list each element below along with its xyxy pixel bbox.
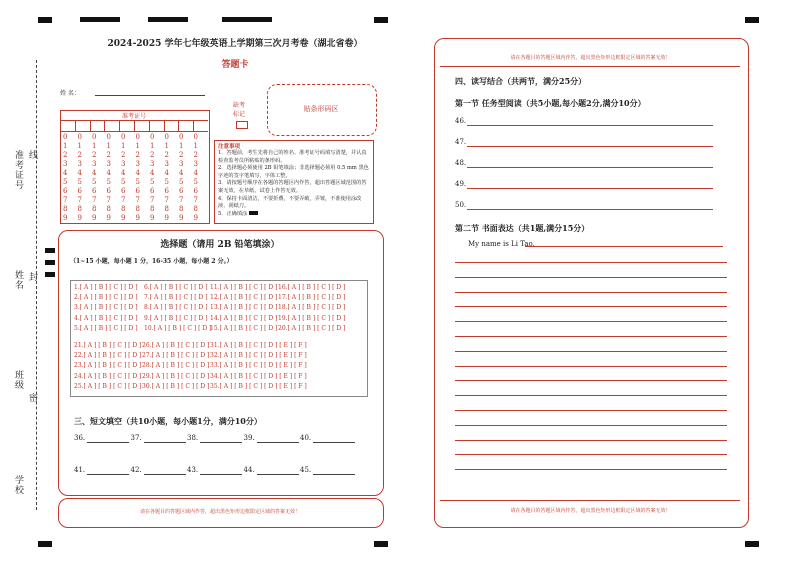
digit-bubble[interactable]: 2 [92,151,97,159]
choice-question-row[interactable]: 3.[ A ] [ B ] [ C ] [ D ] [74,304,138,312]
digit-bubble[interactable]: 9 [150,214,155,222]
timing-mark [148,17,188,22]
writing-line[interactable] [455,380,727,381]
digit-bubble[interactable]: 7 [193,196,198,204]
reading-answer-number: 47. [455,138,467,146]
digit-bubble[interactable]: 3 [92,160,97,168]
zhunkao-digit-column [136,133,140,223]
right-footer-text: 请在各题目的答题区域内作答，超出黑色矩形边框限定区域的答案无效！ [510,508,671,514]
reading-answer-number: 49. [455,180,467,188]
writing-line[interactable] [455,440,727,441]
digit-bubble[interactable]: 4 [150,169,155,177]
timing-mark [45,260,55,265]
writing-line[interactable] [455,395,727,396]
fill-blank-number: 44. [243,466,255,474]
digit-bubble[interactable]: 2 [193,151,198,159]
fill-blank-number: 39. [243,434,255,442]
choice-question-row[interactable]: 23.[ A ] [ B ] [ C ] [ D ] [74,362,142,370]
digit-bubble[interactable]: 2 [150,151,155,159]
digit-bubble[interactable]: 7 [63,196,68,204]
digit-bubble[interactable]: 3 [179,160,184,168]
notes-item: 1．答题前，考生先将自己的姓名、准考证号码填写清楚，并认真检查监考员所粘贴的条形码。 [218,150,367,164]
digit-bubble[interactable]: 1 [106,142,111,150]
reading-answer-number: 48. [455,159,467,167]
digit-bubble[interactable]: 5 [179,178,184,186]
digit-bubble[interactable]: 0 [106,133,111,141]
choice-question-row[interactable]: 7.[ A ] [ B ] [ C ] [ D ] [144,294,208,302]
zhunkao-col-divider [75,120,76,131]
digit-bubble[interactable]: 8 [193,205,198,213]
choice-title: 选择题（请用 2B 铅笔填涂） [160,240,280,250]
reading-answer-line[interactable] [467,125,713,126]
choice-question-row[interactable]: 4.[ A ] [ B ] [ C ] [ D ] [74,314,138,322]
choice-question-row[interactable]: 26.[ A ] [ B ] [ C ] [ D ] [142,342,210,349]
digit-bubble[interactable]: 3 [193,160,198,168]
fill-blank-number: 40. [300,434,312,442]
digit-bubble[interactable]: 0 [164,133,169,141]
digit-bubble[interactable]: 9 [106,214,111,222]
timing-mark [222,17,272,22]
choice-question-row[interactable]: 18.[ A ] [ B ] [ C ] [ D ] [278,304,346,312]
digit-bubble[interactable]: 1 [121,142,126,150]
zhunkao-label: 准考证号 [121,113,146,120]
digit-bubble[interactable]: 9 [92,214,97,222]
zhunkao-digit-column [92,133,96,223]
fill-blank-line[interactable] [200,442,242,443]
binding-line [36,60,37,510]
digit-bubble[interactable]: 7 [150,196,155,204]
digit-bubble[interactable]: 1 [164,142,169,150]
digit-bubble[interactable]: 4 [77,169,82,177]
filled-sample-mark [249,211,258,215]
digit-bubble[interactable]: 9 [164,214,169,222]
choice-question-row[interactable]: 28.[ A ] [ B ] [ C ] [ D ] [142,362,210,370]
choice-question-row[interactable]: 19.[ A ] [ B ] [ C ] [ D ] [278,314,346,322]
reading-answer-line[interactable] [467,188,713,189]
digit-bubble[interactable]: 3 [150,160,155,168]
digit-bubble[interactable]: 0 [121,133,126,141]
digit-bubble[interactable]: 6 [150,187,155,195]
fill-blank-line[interactable] [257,442,299,443]
fill-blank-line[interactable] [87,474,129,475]
digit-bubble[interactable]: 3 [106,160,111,168]
digit-bubble[interactable]: 0 [63,133,68,141]
zhunkao-col-divider [119,120,120,131]
digit-bubble[interactable]: 2 [135,151,140,159]
page-title: 2024-2025 学年七年级英语上学期第三次月考卷（湖北省卷） [107,39,363,49]
digit-bubble[interactable]: 3 [135,160,140,168]
header-divider [440,66,740,67]
digit-bubble[interactable]: 0 [150,133,155,141]
digit-bubble[interactable]: 8 [179,205,184,213]
fill-blank-line[interactable] [87,442,129,443]
choice-question-row[interactable]: 27.[ A ] [ B ] [ C ] [ D ] [142,352,210,360]
fill-blank-line[interactable] [144,474,186,475]
fill-blank-line[interactable] [144,442,186,443]
digit-bubble[interactable]: 9 [135,214,140,222]
fill-blank-line[interactable] [200,474,242,475]
section3-title: 三、短文填空（共10小题，每小题1分，满分10分） [74,416,262,426]
digit-bubble[interactable]: 2 [121,151,126,159]
zhunkao-digit-column [78,133,82,223]
writing-line[interactable] [455,351,727,352]
digit-bubble[interactable]: 1 [179,142,184,150]
zhunkao-divider [60,131,208,132]
digit-bubble[interactable]: 2 [106,151,111,159]
zhunkao-col-divider [90,120,91,131]
digit-bubble[interactable]: 3 [164,160,169,168]
writing-line[interactable] [455,262,727,263]
digit-bubble[interactable]: 9 [63,214,68,222]
zhunkao-col-divider [178,120,179,131]
timing-mark [745,17,759,23]
digit-bubble[interactable]: 8 [135,205,140,213]
digit-bubble[interactable]: 4 [92,169,97,177]
timing-mark [745,541,759,547]
digit-bubble[interactable]: 3 [63,160,68,168]
choice-question-row[interactable]: 10.[ A ] [ B ] [ C ] [ D ] [144,324,212,332]
timing-mark [45,272,55,277]
digit-bubble[interactable]: 4 [135,169,140,177]
zhunkao-col-divider [134,120,135,131]
digit-bubble[interactable]: 5 [150,178,155,186]
side-label-name: 姓名 [13,270,23,290]
choice-question-row[interactable]: 17.[ A ] [ B ] [ C ] [ D ] [278,294,346,302]
zhunkao-digit-column [107,133,111,223]
fill-blank-line[interactable] [257,474,299,475]
digit-bubble[interactable]: 4 [193,169,198,177]
digit-bubble[interactable]: 7 [135,196,140,204]
zhunkao-digit-column [63,133,67,223]
fill-blank-line[interactable] [313,442,355,443]
digit-bubble[interactable]: 6 [135,187,140,195]
zhunkao-digit-column [194,133,198,223]
choice-question-row[interactable]: 20.[ A ] [ B ] [ C ] [ D ] [278,324,346,332]
choice-question-row[interactable]: 16.[ A ] [ B ] [ C ] [ D ] [278,284,346,291]
writing-line[interactable] [455,336,727,337]
digit-bubble[interactable]: 1 [150,142,155,150]
digit-bubble[interactable]: 8 [164,205,169,213]
digit-bubble[interactable]: 4 [121,169,126,177]
digit-bubble[interactable]: 6 [179,187,184,195]
notes-item: 5．正确填涂 [218,211,370,219]
writing-line[interactable] [455,425,727,426]
absent-checkbox[interactable] [236,121,248,129]
digit-bubble[interactable]: 8 [63,205,68,213]
digit-bubble[interactable]: 7 [106,196,111,204]
side-label-mi: 密 [27,393,37,403]
digit-bubble[interactable]: 1 [193,142,198,150]
choice-question-row[interactable]: 15.[ A ] [ B ] [ C ] [ D ] [210,324,278,332]
digit-bubble[interactable]: 7 [77,196,82,204]
choice-question-row[interactable]: 21.[ A ] [ B ] [ C ] [ D ] [74,342,142,349]
choice-question-row[interactable]: 5.[ A ] [ B ] [ C ] [ D ] [74,324,138,332]
digit-bubble[interactable]: 7 [164,196,169,204]
choice-question-row[interactable]: 8.[ A ] [ B ] [ C ] [ D ] [144,304,208,312]
choice-question-row[interactable]: 29.[ A ] [ B ] [ C ] [ D ] [142,372,210,380]
right-header-text: 请在各题目的答题区域内作答，超出黑色矩形边框限定区域的答案无效！ [510,55,671,61]
fill-blank-line[interactable] [313,474,355,475]
digit-bubble[interactable]: 5 [77,178,82,186]
choice-question-row[interactable]: 2.[ A ] [ B ] [ C ] [ D ] [74,294,138,302]
digit-bubble[interactable]: 7 [121,196,126,204]
writing-line[interactable] [455,410,727,411]
choice-question-row[interactable]: 14.[ A ] [ B ] [ C ] [ D ] [210,314,278,322]
digit-bubble[interactable]: 0 [92,133,97,141]
digit-bubble[interactable]: 5 [106,178,111,186]
digit-bubble[interactable]: 0 [179,133,184,141]
notes-item: 2．选择题必须使用 2B 铅笔填涂；非选择题必须用 0.5 mm 黑色字迹的签字笔填写，字体工整。 [218,165,369,179]
reading-answer-number: 50. [455,201,467,209]
section4-title: 四、读写结合（共两节，满分25分） [455,76,587,86]
digit-bubble[interactable]: 5 [193,178,198,186]
writing-start: My name is Li Tao. [468,240,535,248]
digit-bubble[interactable]: 5 [63,178,68,186]
notes-item: 3．请按题号顺序在各题的答题区内作答，超出答题区域范围的答案无效，在草纸、试卷上作答无效。 [218,180,367,194]
digit-bubble[interactable]: 0 [193,133,198,141]
timing-mark [80,17,120,22]
choice-question-row[interactable]: 24.[ A ] [ B ] [ C ] [ D ] [74,372,142,380]
choice-question-row[interactable]: 31.[ A ] [ B ] [ C ] [ D ] [ E ] [ F ] [210,342,307,349]
digit-bubble[interactable]: 1 [63,142,68,150]
digit-bubble[interactable]: 1 [77,142,82,150]
writing-line[interactable] [525,246,723,247]
fill-blank-number: 38. [187,434,199,442]
notes-item: 4．保持卡面清洁，不要折叠，不要弄破，弄皱，不准使用涂改液、刮纸刀。 [218,195,362,210]
fill-blank-number: 41. [74,466,86,474]
digit-bubble[interactable]: 7 [92,196,97,204]
digit-bubble[interactable]: 0 [77,133,82,141]
fill-blank-number: 45. [300,466,312,474]
notes-text [218,150,370,218]
digit-bubble[interactable]: 6 [193,187,198,195]
timing-mark [38,541,52,547]
reading-answer-line[interactable] [467,167,713,168]
zhunkao-digit-column [150,133,154,223]
choice-question-row[interactable]: 34.[ A ] [ B ] [ C ] [ D ] [ E ] [ F ] [210,372,307,380]
timing-mark [374,541,388,547]
choice-question-row[interactable]: 33.[ A ] [ B ] [ C ] [ D ] [ E ] [ F ] [210,362,307,370]
digit-bubble[interactable]: 8 [106,205,111,213]
digit-bubble[interactable]: 4 [106,169,111,177]
choice-question-row[interactable]: 12.[ A ] [ B ] [ C ] [ D ] [210,294,278,302]
digit-bubble[interactable]: 4 [63,169,68,177]
choice-question-row[interactable]: 35.[ A ] [ B ] [ C ] [ D ] [ E ] [ F ] [210,382,307,390]
side-label-school: 学校 [13,475,23,495]
side-label-class: 班级 [13,370,23,390]
left-footer-text: 请在各题目的答题区域内作答，超出黑色矩形边框限定区域的答案无效！ [139,509,300,515]
zhunkao-col-divider [104,120,105,131]
zhunkao-digit-column [165,133,169,223]
choice-question-row[interactable]: 22.[ A ] [ B ] [ C ] [ D ] [74,352,142,360]
zhunkao-digit-column [121,133,125,223]
reading-answer-line[interactable] [467,209,713,210]
page-subtitle: 答题卡 [221,60,249,70]
choice-question-row[interactable]: 13.[ A ] [ B ] [ C ] [ D ] [210,304,278,312]
choice-question-row[interactable]: 1.[ A ] [ B ] [ C ] [ D ] [74,284,138,291]
digit-bubble[interactable]: 1 [92,142,97,150]
digit-bubble[interactable]: 2 [179,151,184,159]
writing-line[interactable] [455,306,727,307]
digit-bubble[interactable]: 5 [164,178,169,186]
digit-bubble[interactable]: 5 [135,178,140,186]
digit-bubble[interactable]: 8 [92,205,97,213]
writing-line[interactable] [455,292,727,293]
digit-bubble[interactable]: 6 [106,187,111,195]
absent-label: 缺考 [233,102,246,109]
fill-blank-number: 42. [130,466,142,474]
digit-bubble[interactable]: 2 [77,151,82,159]
right-footer-divider [440,500,740,501]
side-label-xian: 线 [27,150,37,160]
digit-bubble[interactable]: 8 [77,205,82,213]
digit-bubble[interactable]: 9 [121,214,126,222]
choice-question-row[interactable]: 30.[ A ] [ B ] [ C ] [ D ] [142,382,210,390]
fill-blank-number: 37. [130,434,142,442]
digit-bubble[interactable]: 9 [179,214,184,222]
choice-question-row[interactable]: 6.[ A ] [ B ] [ C ] [ D ] [144,284,208,291]
choice-note: （1~15 小题，每小题 1 分，16-35 小题，每小题 2 分。） [70,258,233,265]
digit-bubble[interactable]: 1 [135,142,140,150]
notes-title: 注意事项 [218,144,241,150]
digit-bubble[interactable]: 4 [164,169,169,177]
writing-line[interactable] [455,321,727,322]
reading-answer-number: 46. [455,117,467,125]
side-label-zhunkao: 准考证号 [13,150,23,190]
digit-bubble[interactable]: 7 [179,196,184,204]
digit-bubble[interactable]: 3 [77,160,82,168]
zhunkao-col-divider [193,120,194,131]
absent-label: 标记 [233,111,246,118]
writing-line[interactable] [455,277,727,278]
timing-mark [374,17,388,23]
digit-bubble[interactable]: 6 [121,187,126,195]
digit-bubble[interactable]: 6 [164,187,169,195]
digit-bubble[interactable]: 8 [150,205,155,213]
digit-bubble[interactable]: 6 [63,187,68,195]
writing-line[interactable] [455,469,727,470]
digit-bubble[interactable]: 4 [179,169,184,177]
digit-bubble[interactable]: 2 [63,151,68,159]
choice-question-row[interactable]: 32.[ A ] [ B ] [ C ] [ D ] [ E ] [ F ] [210,352,307,360]
fill-blank-number: 36. [74,434,86,442]
digit-bubble[interactable]: 0 [135,133,140,141]
digit-bubble[interactable]: 3 [121,160,126,168]
name-field[interactable] [95,95,205,96]
digit-bubble[interactable]: 6 [92,187,97,195]
fill-blank-number: 43. [187,466,199,474]
digit-bubble[interactable]: 6 [77,187,82,195]
writing-line[interactable] [455,366,727,367]
digit-bubble[interactable]: 9 [193,214,198,222]
digit-bubble[interactable]: 5 [92,178,97,186]
digit-bubble[interactable]: 5 [121,178,126,186]
barcode-label: 贴条形码区 [303,105,339,113]
digit-bubble[interactable]: 2 [164,151,169,159]
choice-question-row[interactable]: 11.[ A ] [ B ] [ C ] [ D ] [210,284,278,291]
name-label: 姓 名： [60,90,80,97]
reading-answer-line[interactable] [467,146,713,147]
choice-question-row[interactable]: 25.[ A ] [ B ] [ C ] [ D ] [74,382,142,390]
digit-bubble[interactable]: 8 [121,205,126,213]
side-label-feng: 封 [27,272,37,282]
timing-mark [45,248,55,253]
part2-title: 第二节 书面表达（共1题,满分15分） [455,223,590,233]
choice-question-row[interactable]: 9.[ A ] [ B ] [ C ] [ D ] [144,314,208,322]
zhunkao-col-divider [164,120,165,131]
zhunkao-col-divider [149,120,150,131]
digit-bubble[interactable]: 9 [77,214,82,222]
zhunkao-digit-column [179,133,183,223]
timing-mark [38,17,52,23]
part1-title: 第一节 任务型阅读（共5小题,每小题2分,满分10分） [455,98,646,108]
writing-line[interactable] [455,454,727,455]
